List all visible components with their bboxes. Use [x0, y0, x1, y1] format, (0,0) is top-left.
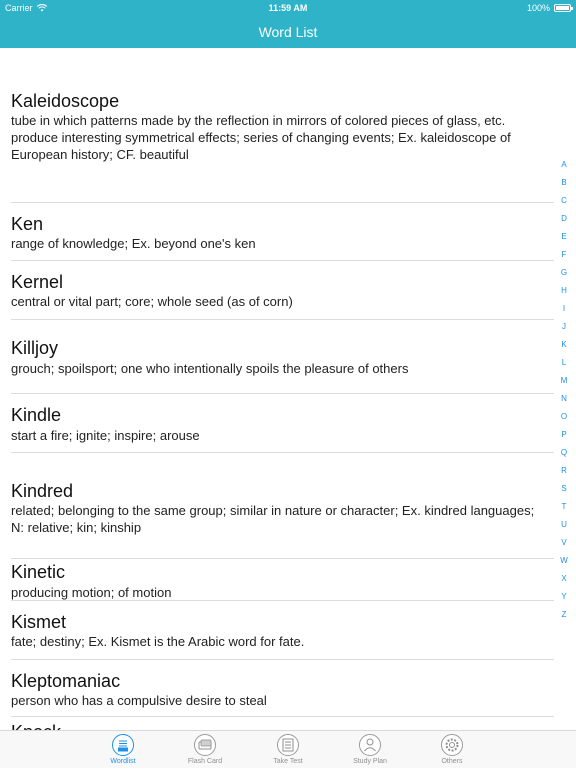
word-title: Kernel	[11, 272, 64, 292]
word-definition: grouch; spoilsport; one who intentionally spoils the pleasure of others	[11, 361, 409, 376]
tab-study-plan[interactable]	[340, 733, 400, 769]
word-definition: related; belonging to the same group; similar in nature or character; Ex. kindred languages; N: relative; kin; kinship	[11, 503, 535, 535]
index-letter-a[interactable]: A	[561, 160, 567, 169]
index-letter-l[interactable]: L	[561, 358, 567, 367]
tab-wordlist[interactable]	[93, 733, 153, 769]
status-time: 11:59 AM	[268, 3, 308, 13]
test-checklist-icon	[277, 734, 299, 756]
carrier-label: Carrier	[5, 3, 33, 13]
word-definition: producing motion; of motion	[11, 585, 172, 600]
index-letter-c[interactable]: C	[561, 196, 567, 205]
word-row-kindle[interactable]	[0, 394, 554, 453]
word-row-kindred[interactable]	[0, 453, 554, 559]
index-letter-v[interactable]: V	[561, 538, 567, 547]
index-letter-n[interactable]: N	[561, 394, 567, 403]
index-letter-s[interactable]: S	[561, 484, 567, 493]
index-letter-g[interactable]: G	[560, 268, 568, 277]
index-letter-u[interactable]: U	[561, 520, 567, 529]
gear-icon	[441, 734, 463, 756]
index-letter-f[interactable]: F	[561, 250, 567, 259]
battery-status	[527, 3, 571, 13]
index-letter-p[interactable]: P	[561, 430, 567, 439]
word-title: Kleptomaniac	[11, 671, 121, 691]
word-title: Ken	[11, 214, 44, 234]
word-definition: tube in which patterns made by the reflection in mirrors of colored pieces of glass, etc. produce interesting symmetrical effects; series of changing events; Ex. kaleidoscope of European history; CF. beautiful	[11, 113, 511, 162]
tab-take-test[interactable]	[258, 733, 318, 769]
index-letter-i[interactable]: I	[562, 304, 566, 313]
tab-flash-card[interactable]	[175, 733, 235, 769]
word-definition: range of knowledge; Ex. beyond one's ken	[11, 236, 256, 251]
index-letter-q[interactable]: Q	[560, 448, 568, 457]
battery-percent: 100%	[526, 3, 550, 13]
word-title: Kindred	[11, 481, 74, 501]
index-letter-e[interactable]: E	[561, 232, 567, 241]
word-row-kaleidoscope[interactable]	[0, 48, 554, 203]
abc-list-icon	[112, 734, 134, 756]
word-title: Killjoy	[11, 338, 59, 358]
word-title: Kinetic	[11, 562, 66, 582]
word-row-killjoy[interactable]	[0, 320, 554, 394]
tab-label: Flash Card	[187, 758, 223, 765]
index-letter-x[interactable]: X	[561, 574, 567, 583]
word-row-kleptomaniac[interactable]	[0, 660, 554, 717]
word-title: Kismet	[11, 612, 67, 632]
word-definition: fate; destiny; Ex. Kismet is the Arabic word for fate.	[11, 634, 305, 649]
word-definition: person who has a compulsive desire to steal	[11, 693, 267, 708]
word-row-kernel[interactable]	[0, 261, 554, 320]
index-letter-k[interactable]: K	[561, 340, 567, 349]
index-letter-o[interactable]: O	[560, 412, 568, 421]
index-letter-t[interactable]: T	[561, 502, 567, 511]
tab-label: Wordlist	[110, 758, 136, 765]
tab-label: Study Plan	[353, 758, 387, 765]
index-letter-w[interactable]: W	[560, 556, 568, 565]
tab-others[interactable]	[422, 733, 482, 769]
index-letter-h[interactable]: H	[561, 286, 567, 295]
index-letter-d[interactable]: D	[561, 214, 567, 223]
index-letter-b[interactable]: B	[561, 178, 567, 187]
page-title: Word List	[258, 24, 318, 40]
navigation-bar	[0, 16, 576, 48]
tab-bar	[0, 730, 576, 768]
index-letter-z[interactable]: Z	[561, 610, 567, 619]
index-letter-r[interactable]: R	[561, 466, 567, 475]
word-row-ken[interactable]	[0, 203, 554, 261]
word-definition: start a fire; ignite; inspire; arouse	[11, 428, 200, 443]
status-bar	[0, 0, 576, 16]
tab-label: Take Test	[273, 758, 303, 765]
index-letter-j[interactable]: J	[562, 322, 566, 331]
word-title: Kindle	[11, 405, 62, 425]
flash-card-icon	[194, 734, 216, 756]
word-title: Kaleidoscope	[11, 91, 120, 111]
word-row-kismet[interactable]	[0, 601, 554, 660]
word-list[interactable]	[0, 48, 554, 730]
word-row-kinetic[interactable]	[0, 559, 554, 601]
tab-label: Others	[441, 758, 463, 765]
word-definition: central or vital part; core; whole seed (as of corn)	[11, 294, 293, 309]
battery-icon	[554, 4, 571, 12]
index-letter-m[interactable]: M	[560, 376, 568, 385]
index-letter-y[interactable]: Y	[561, 592, 567, 601]
study-plan-icon	[359, 734, 381, 756]
